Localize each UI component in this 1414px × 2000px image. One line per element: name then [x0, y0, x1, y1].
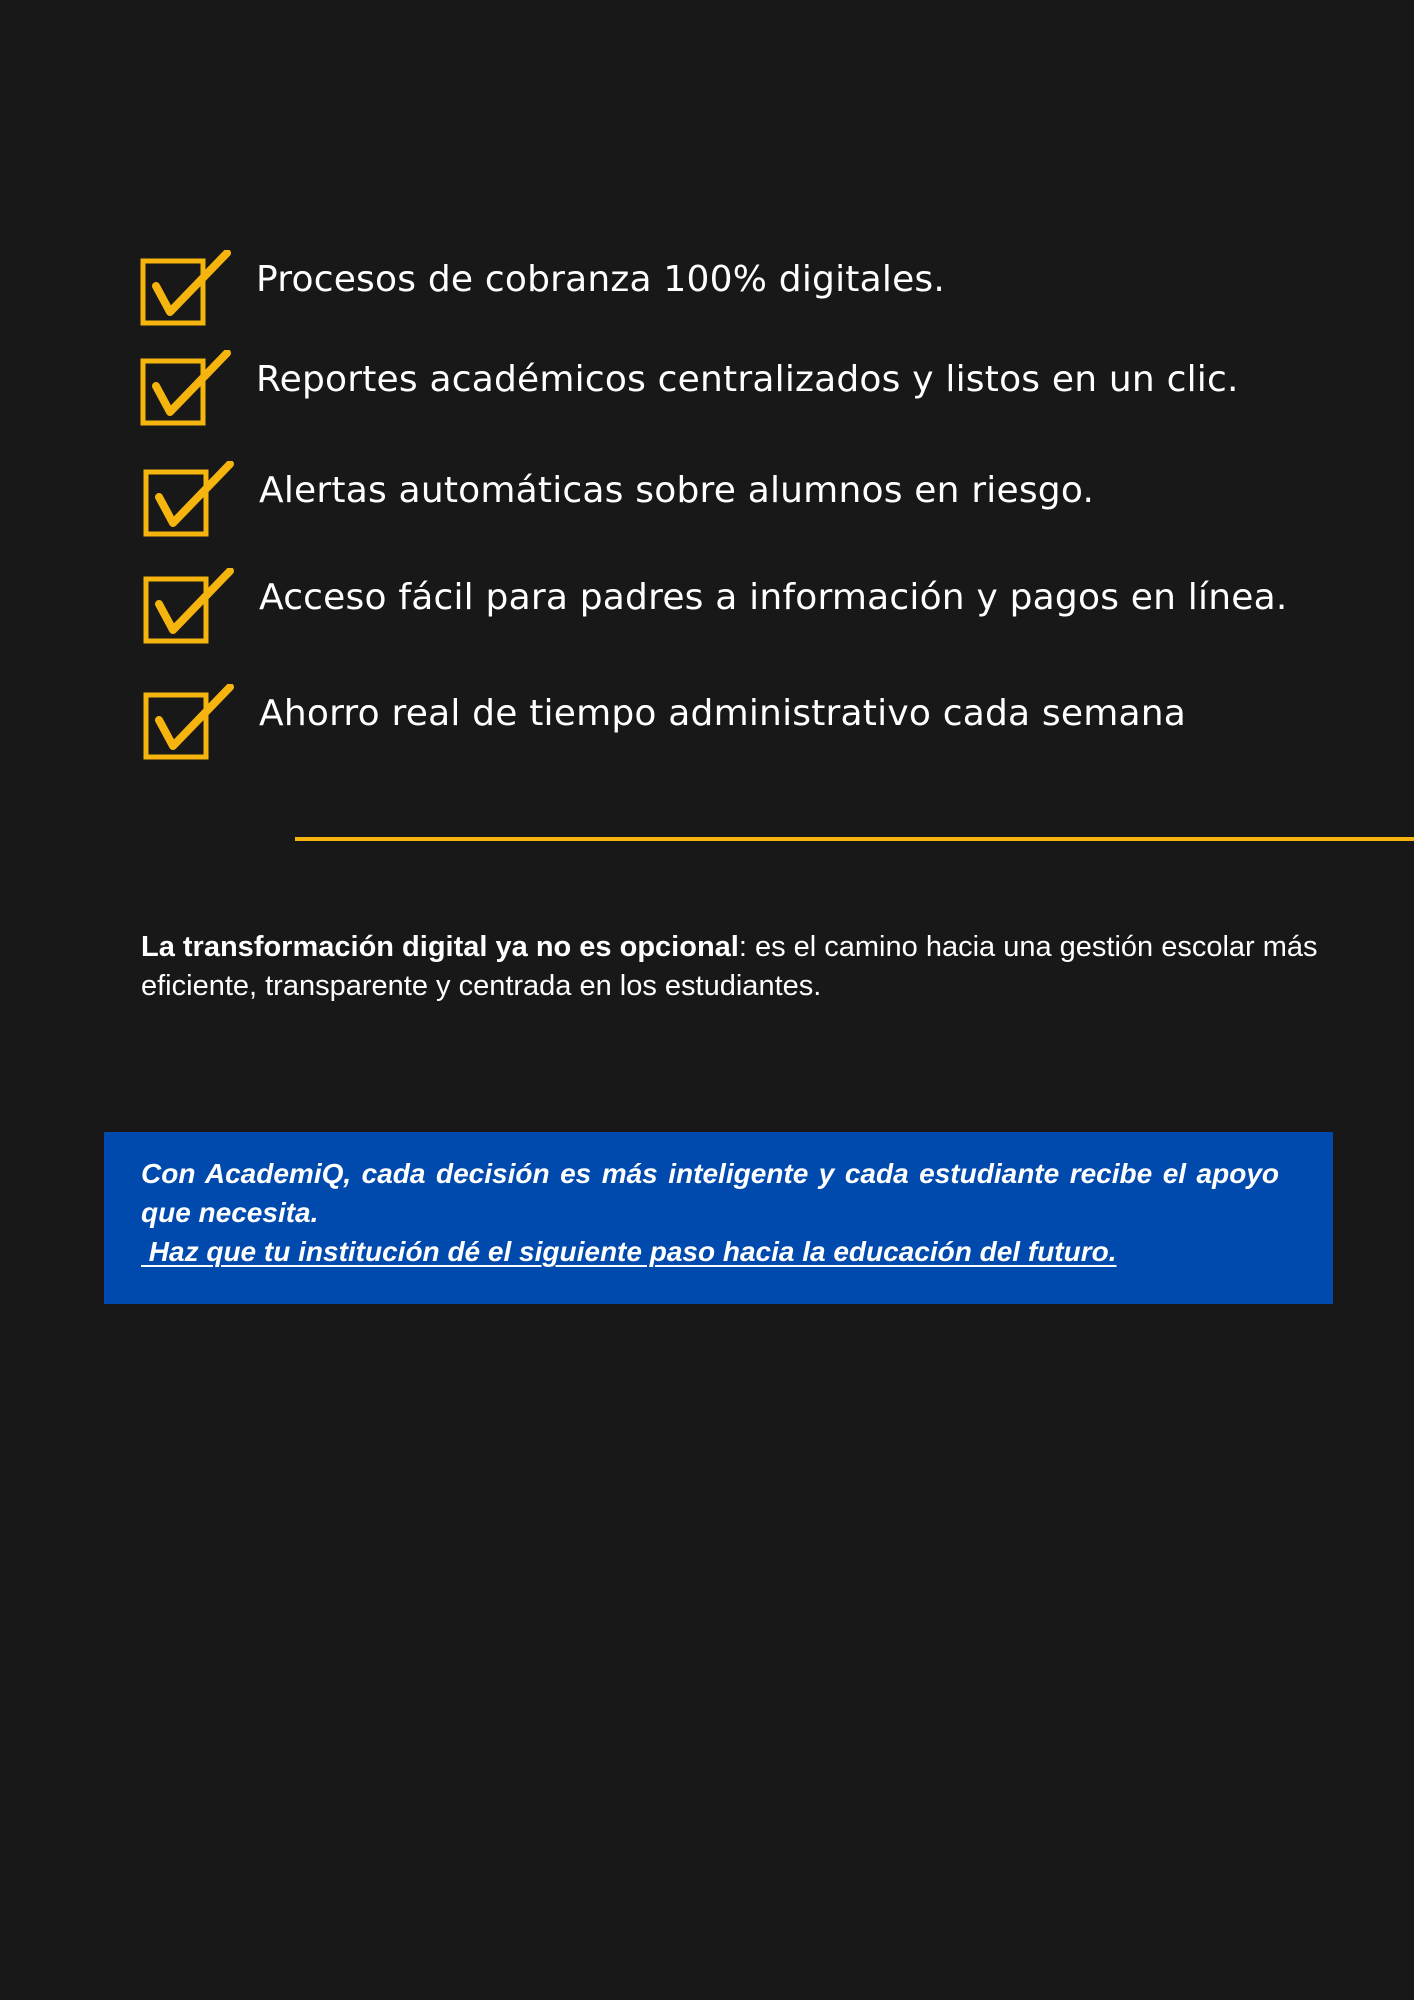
cta-text-block: [141, 1154, 1279, 1272]
statement-rest: : es el camino hacia una gestión escolar más eficiente, transparente y centrada en los estudiantes.: [141, 931, 1318, 1002]
cta-link[interactable]: Haz que tu institución dé el siguiente paso hacia la educación del futuro.: [141, 1236, 1117, 1267]
checklist-item: [143, 461, 1303, 541]
accent-divider: [295, 837, 1414, 841]
checklist-item: [143, 568, 1303, 648]
checklist-item: [143, 684, 1303, 764]
checkbox-checked-icon: [143, 568, 235, 648]
checklist-item: [140, 350, 1300, 430]
checklist-item-text: Alertas automáticas sobre alumnos en riesgo.: [259, 470, 1095, 511]
statement-paragraph: [141, 928, 1321, 1006]
checklist-item: [140, 250, 1300, 330]
checklist-item-text: Procesos de cobranza 100% digitales.: [256, 259, 946, 300]
checkbox-checked-icon: [140, 250, 232, 330]
checkbox-checked-icon: [143, 684, 235, 764]
checkbox-checked-icon: [140, 350, 232, 430]
checklist-item-text: Ahorro real de tiempo administrativo cada semana: [259, 693, 1187, 734]
checklist-item-text: Reportes académicos centralizados y listos en un clic.: [256, 359, 1239, 400]
checklist-item-text: Acceso fácil para padres a información y pagos en línea.: [259, 577, 1288, 618]
statement-bold: La transformación digital ya no es opcional: [141, 931, 739, 963]
cta-line: Con AcademiQ, cada decisión es más inteligente y cada estudiante recibe el apoyo que necesita.: [141, 1158, 1279, 1228]
checkbox-checked-icon: [143, 461, 235, 541]
cta-banner: [104, 1132, 1333, 1304]
